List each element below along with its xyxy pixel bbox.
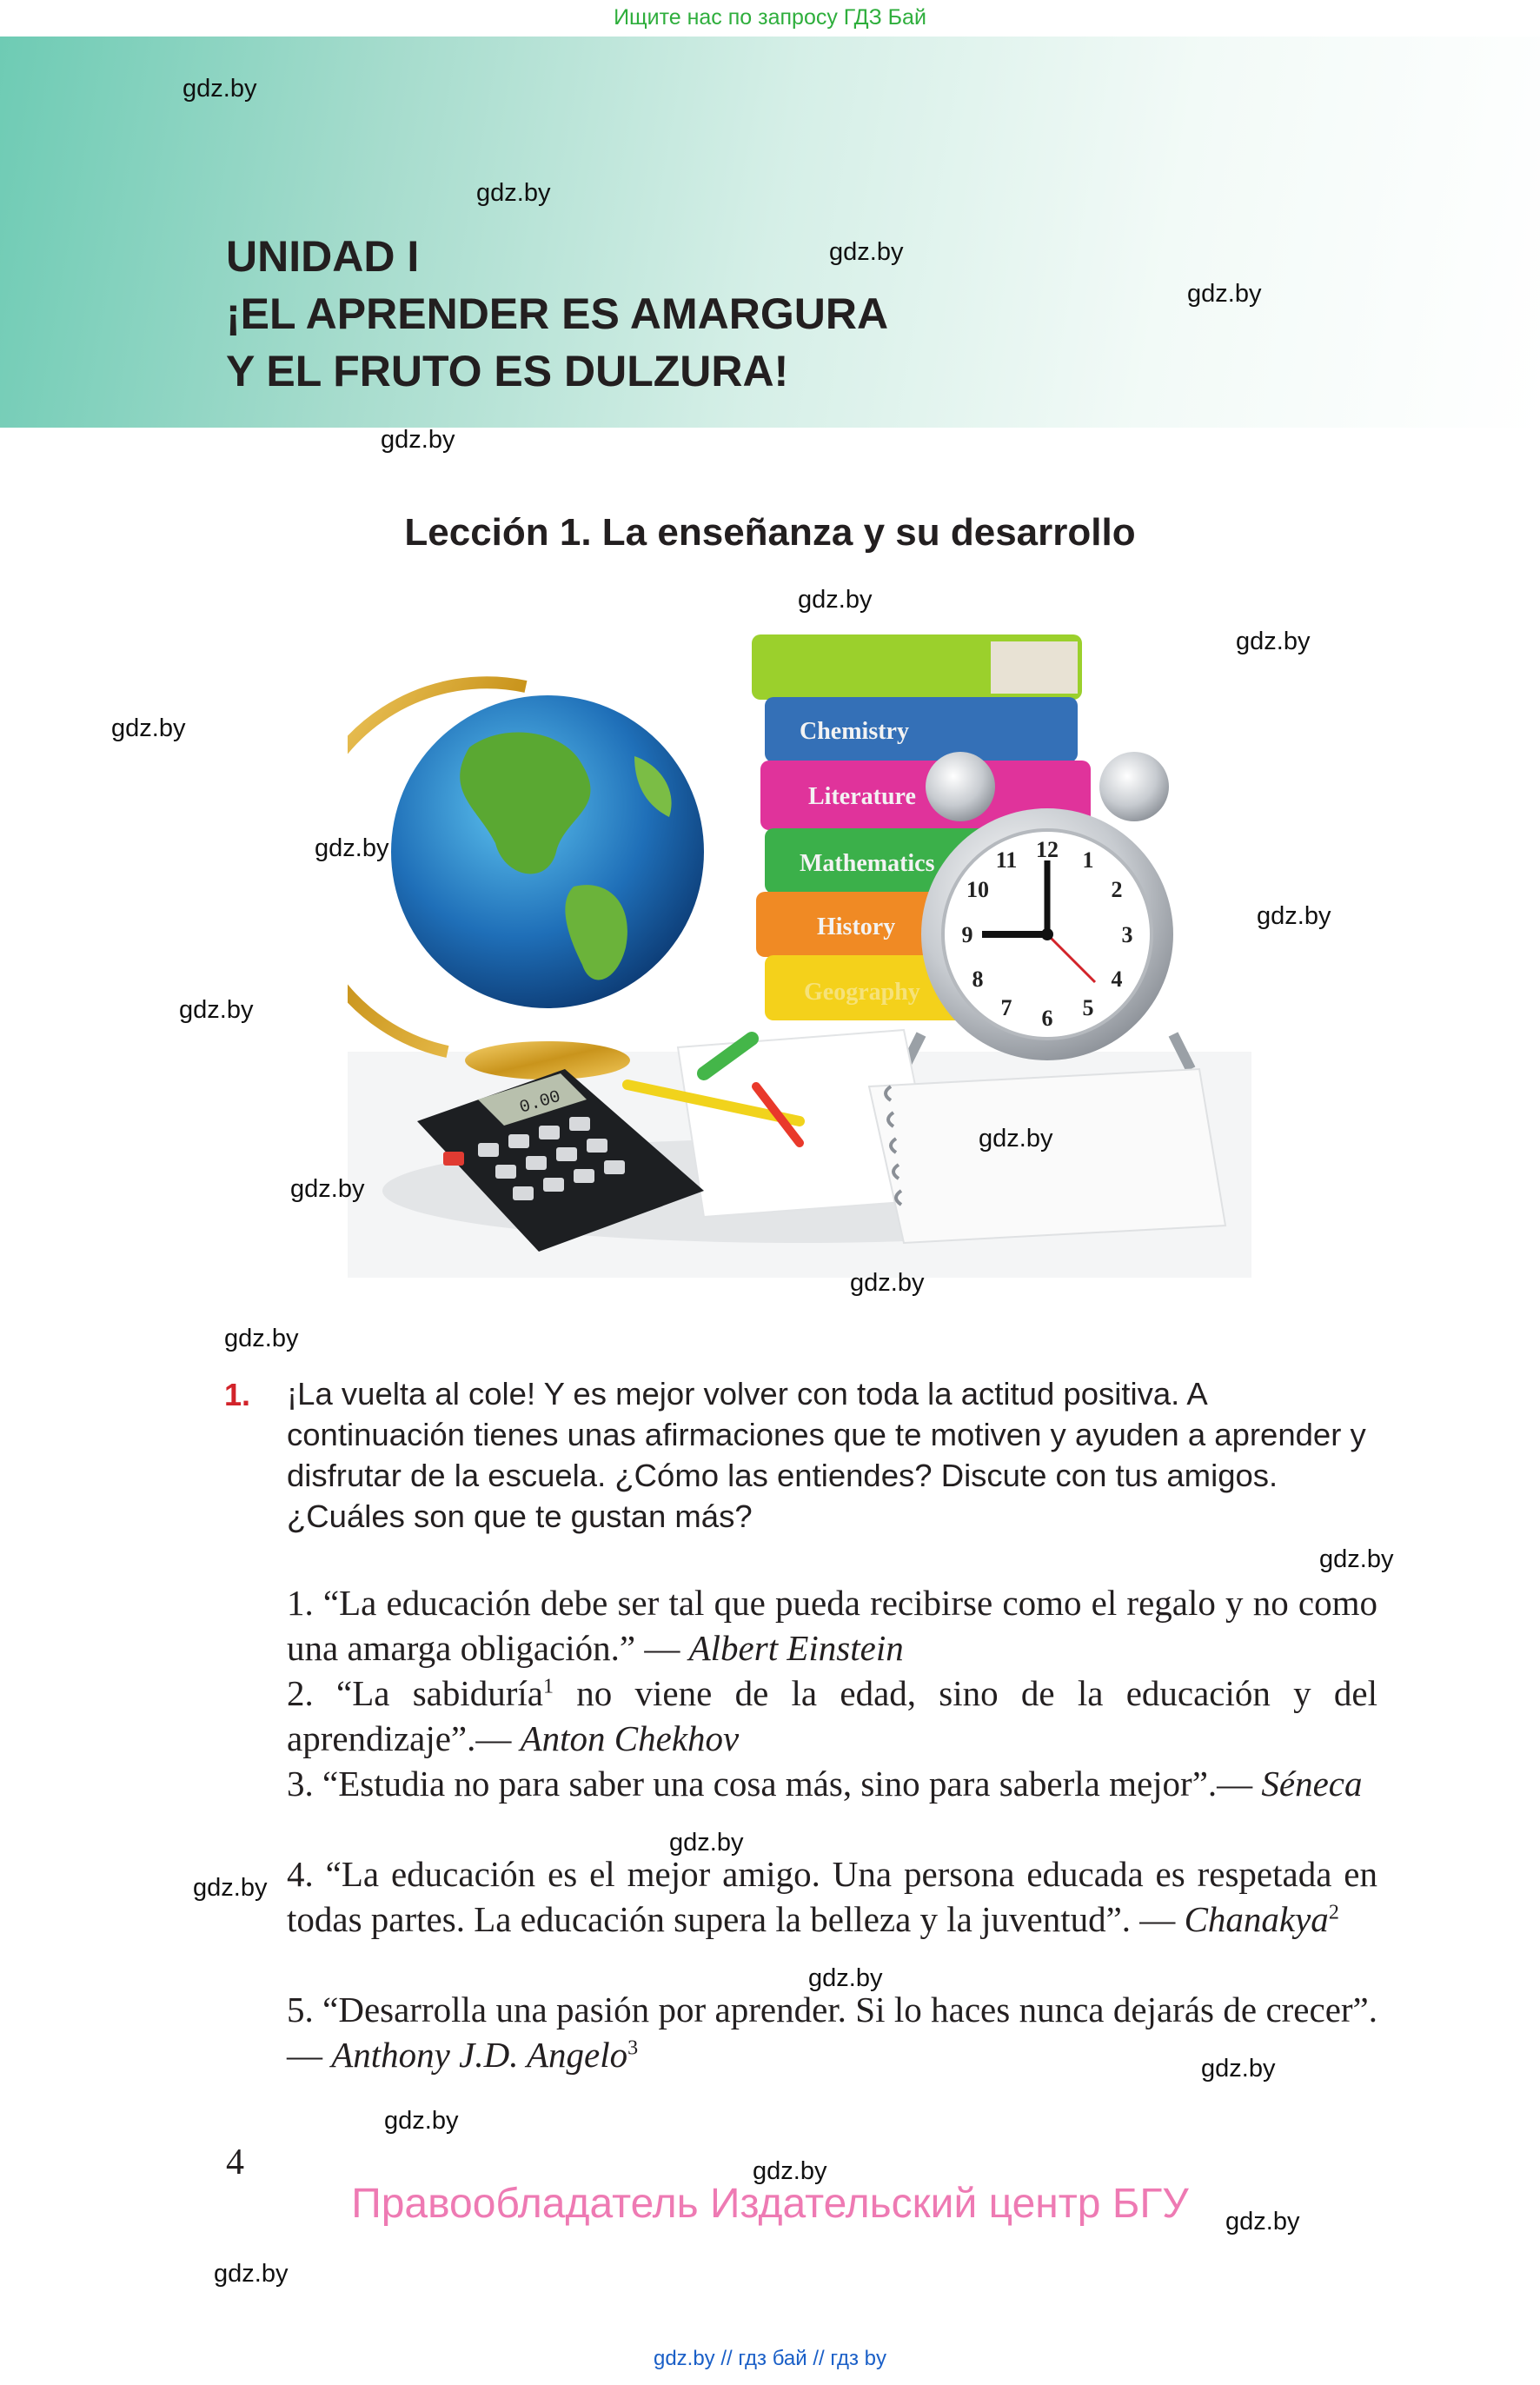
clock-numeral-11: 11 <box>995 847 1018 873</box>
watermark: gdz.by <box>850 1269 925 1297</box>
lesson-illustration <box>348 600 1251 1278</box>
quote-author: Séneca <box>1261 1764 1363 1804</box>
book-chemistry-label: Chemistry <box>800 718 909 745</box>
watermark: gdz.by <box>753 2157 827 2185</box>
footer-links[interactable]: gdz.by // гдз бай // гдз by <box>653 2347 887 2370</box>
unit-heading-line-1: ¡EL APRENDER ES AMARGURA <box>226 289 889 338</box>
watermark: gdz.by <box>183 75 257 103</box>
watermark: gdz.by <box>1201 2055 1276 2083</box>
watermark: gdz.by <box>224 1325 299 1352</box>
clock-numeral-10: 10 <box>966 877 989 902</box>
footnote-marker: 3 <box>627 2036 639 2060</box>
book-history-label: History <box>817 913 896 940</box>
top-banner[interactable]: Ищите нас по запросу ГДЗ Бай <box>614 5 926 30</box>
watermark: gdz.by <box>829 238 904 266</box>
quote-2 <box>226 1671 1377 1761</box>
copyright-notice: Правообладатель Издательский центр БГУ <box>351 2181 1189 2227</box>
quote-text: 5. “Desarrolla una pasión por aprender. Si lo haces nunca dejarás de crecer”. — <box>287 1990 1377 2075</box>
watermark: gdz.by <box>290 1175 365 1203</box>
watermark: gdz.by <box>214 2260 289 2288</box>
watermark: gdz.by <box>381 426 455 454</box>
clock-numeral-7: 7 <box>1000 995 1012 1020</box>
watermark: gdz.by <box>798 586 873 614</box>
watermark: gdz.by <box>179 996 254 1024</box>
exercise-instructions: ¡La vuelta al cole! Y es mejor volver con toda la actitud positiva. A continuación tienes unas afirmaciones que te motiven y ayuden a aprender y disfrutar de la escuela. ¿Cómo las entiendes? Discute con tus amigos. ¿Cuáles son que te gustan más? <box>287 1376 1366 1534</box>
watermark: gdz.by <box>808 1964 883 1992</box>
watermark: gdz.by <box>1187 280 1262 308</box>
unit-title <box>226 228 888 400</box>
clock-numeral-1: 1 <box>1082 847 1094 873</box>
clock-numeral-5: 5 <box>1082 995 1094 1020</box>
quote-text: 3. “Estudia no para saber una cosa más, sino para saberla mejor”.— <box>287 1764 1262 1804</box>
watermark: gdz.by <box>1236 628 1311 655</box>
calculator-display-value: 0.00 <box>517 1086 563 1119</box>
clock-numeral-6: 6 <box>1041 1006 1053 1031</box>
quote-author: Anton Chekhov <box>520 1718 740 1758</box>
quote-3 <box>226 1761 1377 1806</box>
quote-text: 4. “La educación es el mejor amigo. Una persona educada es respetada en todas partes. La educación supera la belleza y la juventud”. — <box>287 1854 1377 1939</box>
quote-author: Chanakya <box>1184 1899 1329 1939</box>
footnote-marker: 1 <box>543 1675 554 1698</box>
watermark: gdz.by <box>476 179 551 207</box>
book-mathematics-label: Mathematics <box>800 850 935 877</box>
watermark: gdz.by <box>979 1125 1053 1153</box>
book-literature-label: Literature <box>808 783 916 810</box>
clock-numeral-12: 12 <box>1036 837 1059 862</box>
quote-1 <box>226 1580 1377 1671</box>
watermark: gdz.by <box>1319 1545 1394 1573</box>
unit-heading-line-2: Y EL FRUTO ES DULZURA! <box>226 347 789 395</box>
quote-text-continued: no viene de la edad, sino de la educación y del aprendizaje”.— <box>287 1673 1377 1758</box>
clock-numeral-9: 9 <box>961 922 973 947</box>
quote-text: 2. “La sabiduría <box>287 1673 543 1713</box>
quote-author: Anthony J.D. Angelo <box>331 2035 628 2075</box>
unit-number: UNIDAD I <box>226 232 420 281</box>
book-geography-label: Geography <box>804 979 920 1006</box>
watermark: gdz.by <box>384 2107 459 2135</box>
exercise-number: 1. <box>224 1377 251 1412</box>
page-number: 4 <box>226 2143 244 2182</box>
lesson-title: Lección 1. La enseñanza y su desarrollo <box>404 511 1136 554</box>
clock-numeral-3: 3 <box>1121 922 1133 947</box>
watermark: gdz.by <box>669 1829 744 1857</box>
quote-author: Albert Einstein <box>688 1628 904 1668</box>
watermark: gdz.by <box>193 1874 268 1902</box>
quote-text: 1. “La educación debe ser tal que pueda recibirse como el regalo y no como una amarga obligación.” — <box>287 1583 1377 1668</box>
watermark: gdz.by <box>315 834 389 862</box>
footnote-marker: 2 <box>1328 1901 1339 1924</box>
watermark: gdz.by <box>1225 2208 1300 2236</box>
clock-numeral-8: 8 <box>972 967 984 992</box>
clock-numeral-4: 4 <box>1111 967 1123 992</box>
watermark: gdz.by <box>1257 902 1331 930</box>
quote-4 <box>226 1851 1377 1942</box>
clock-numeral-2: 2 <box>1111 877 1123 902</box>
watermark: gdz.by <box>111 714 186 742</box>
